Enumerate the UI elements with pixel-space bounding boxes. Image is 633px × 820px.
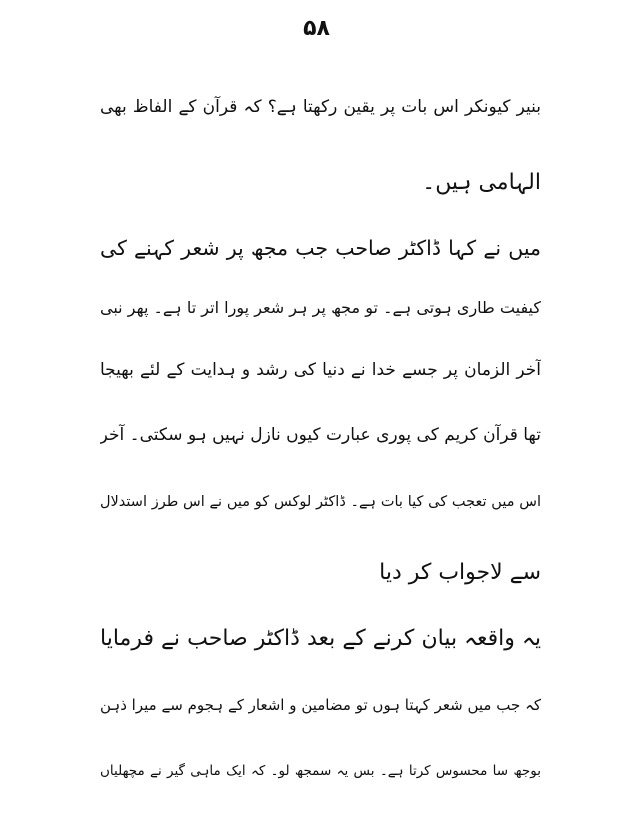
text-line-5: آخر الزمان پر جسے خدا نے دنیا کی رشد و ہدایت کے لئے بھیجا — [100, 360, 541, 380]
text-line-8: سے لاجواب کر دیا — [379, 560, 541, 585]
page-number: ۵۸ — [303, 16, 330, 41]
text-line-3: میں نے کہا ڈاکٹر صاحب جب مجھ پر شعر کہنے کی — [100, 236, 541, 260]
text-line-11: بوجھ سا محسوس کرتا ہے۔ بس یہ سمجھ لو۔ کہ ایک ماہی گیر نے مچھلیاں — [100, 763, 541, 779]
text-line-1: بنیر کیونکر اس بات پر یقین رکھتا ہے؟ کہ قرآن کے الفاظ بھی — [100, 97, 541, 117]
text-line-6: تھا قرآن کریم کی پوری عبارت کیوں نازل نہیں ہو سکتی۔ آخر — [100, 425, 541, 445]
text-line-9: یہ واقعہ بیان کرنے کے بعد ڈاکٹر صاحب نے فرمایا — [100, 626, 541, 651]
text-line-10: کہ جب میں شعر کہتا ہوں تو مضامین و اشعار کے ہجوم سے میرا ذہن — [100, 696, 541, 714]
text-line-2: الہامی ہیں۔ — [422, 170, 541, 195]
text-line-4: کیفیت طاری ہوتی ہے۔ تو مجھ پر ہر شعر پورا اتر تا ہے۔ پھر نبی — [100, 298, 541, 317]
text-line-7: اس میں تعجب کی کیا بات ہے۔ ڈاکٹر لوکس کو میں نے اس طرز استدلال — [100, 494, 541, 510]
